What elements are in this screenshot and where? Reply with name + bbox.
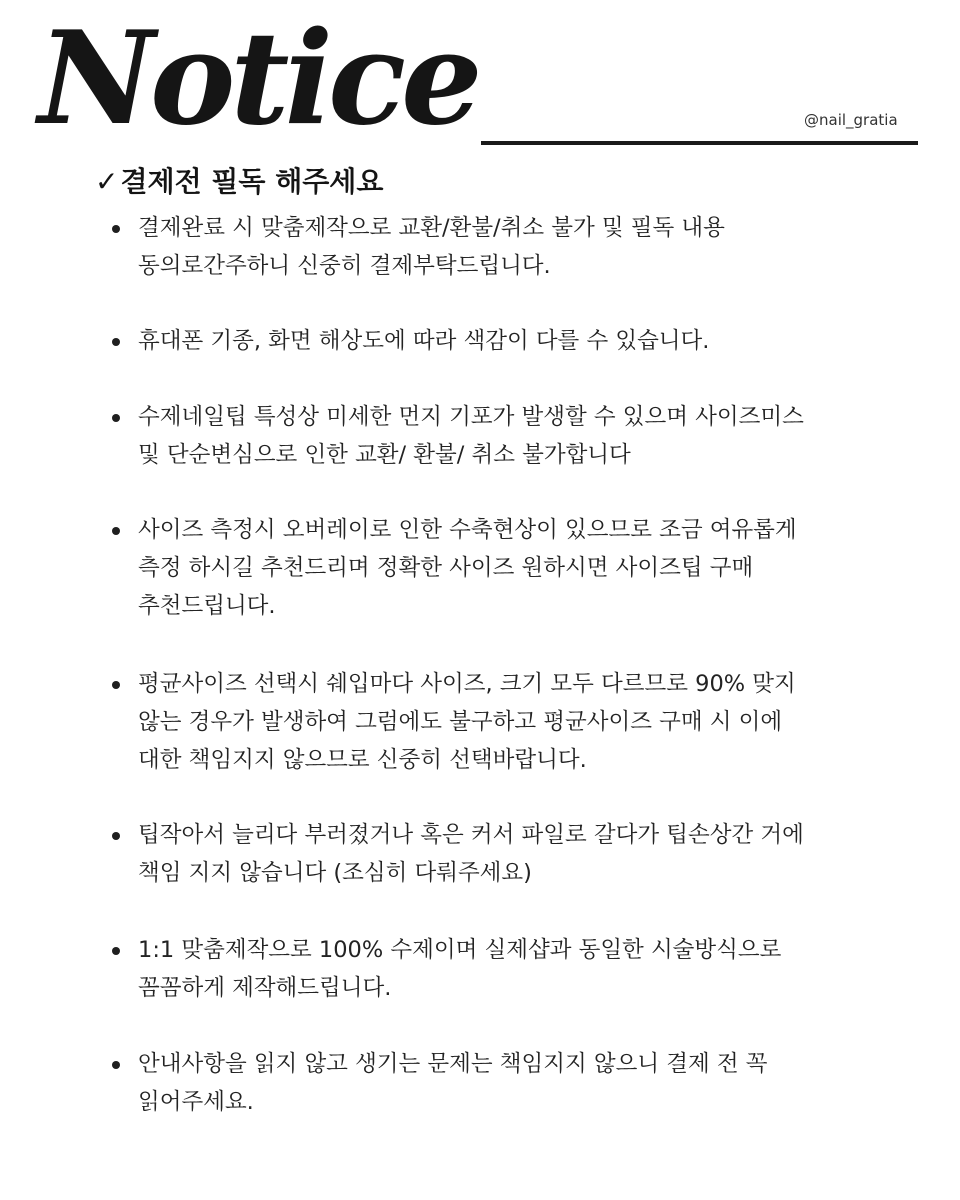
list-item: 휴대폰 기종, 화면 해상도에 따라 색감이 다를 수 있습니다.: [138, 328, 710, 354]
bullet-dot-icon: [112, 527, 120, 535]
list-item: 사이즈 측정시 오버레이로 인한 수축현상이 있으므로 조금 여유롭게 측정 하시길 추천드리며 정확한 사이즈 원하시면 사이즈팁 구매 추천드립니다.: [138, 517, 797, 619]
list-item: 팁작아서 늘리다 부러졌거나 혹은 커서 파일로 갈다가 팁손상간 거에 책임 지지 않습니다 (조심히 다뤄주세요): [138, 822, 804, 886]
list-item: 결제완료 시 맞춤제작으로 교환/환불/취소 불가 및 필독 내용 동의로간주하니 신중히 결제부탁드립니다.: [138, 215, 725, 279]
checkmark-icon: ✓: [95, 165, 119, 198]
bullet-dot-icon: [112, 681, 120, 689]
bullet-dot-icon: [112, 414, 120, 422]
list-item: 1:1 맞춤제작으로 100% 수제이며 실제샵과 동일한 시술방식으로 꼼꼼하게 제작해드립니다.: [138, 937, 782, 1001]
instagram-handle: @nail_gratia: [804, 111, 898, 129]
section-heading-text: 결제전 필독 해주세요: [120, 165, 384, 198]
bullet-dot-icon: [112, 1061, 120, 1069]
bullet-dot-icon: [112, 338, 120, 346]
list-item: 수제네일팁 특성상 미세한 먼지 기포가 발생할 수 있으며 사이즈미스 및 단순변심으로 인한 교환/ 환불/ 취소 불가합니다: [138, 404, 804, 468]
list-item: 평균사이즈 선택시 쉐입마다 사이즈, 크기 모두 다르므로 90% 맞지 않는 경우가 발생하여 그럼에도 불구하고 평균사이즈 구매 시 이에 대한 책임지지 않으므로 신중히 선택바랍니다.: [138, 671, 796, 773]
bullet-dot-icon: [112, 947, 120, 955]
page-title: Notice: [38, 4, 478, 154]
list-item: 안내사항을 읽지 않고 생기는 문제는 책임지지 않으니 결제 전 꼭 읽어주세요.: [138, 1051, 768, 1115]
bullet-dot-icon: [112, 225, 120, 233]
bullet-dot-icon: [112, 832, 120, 840]
